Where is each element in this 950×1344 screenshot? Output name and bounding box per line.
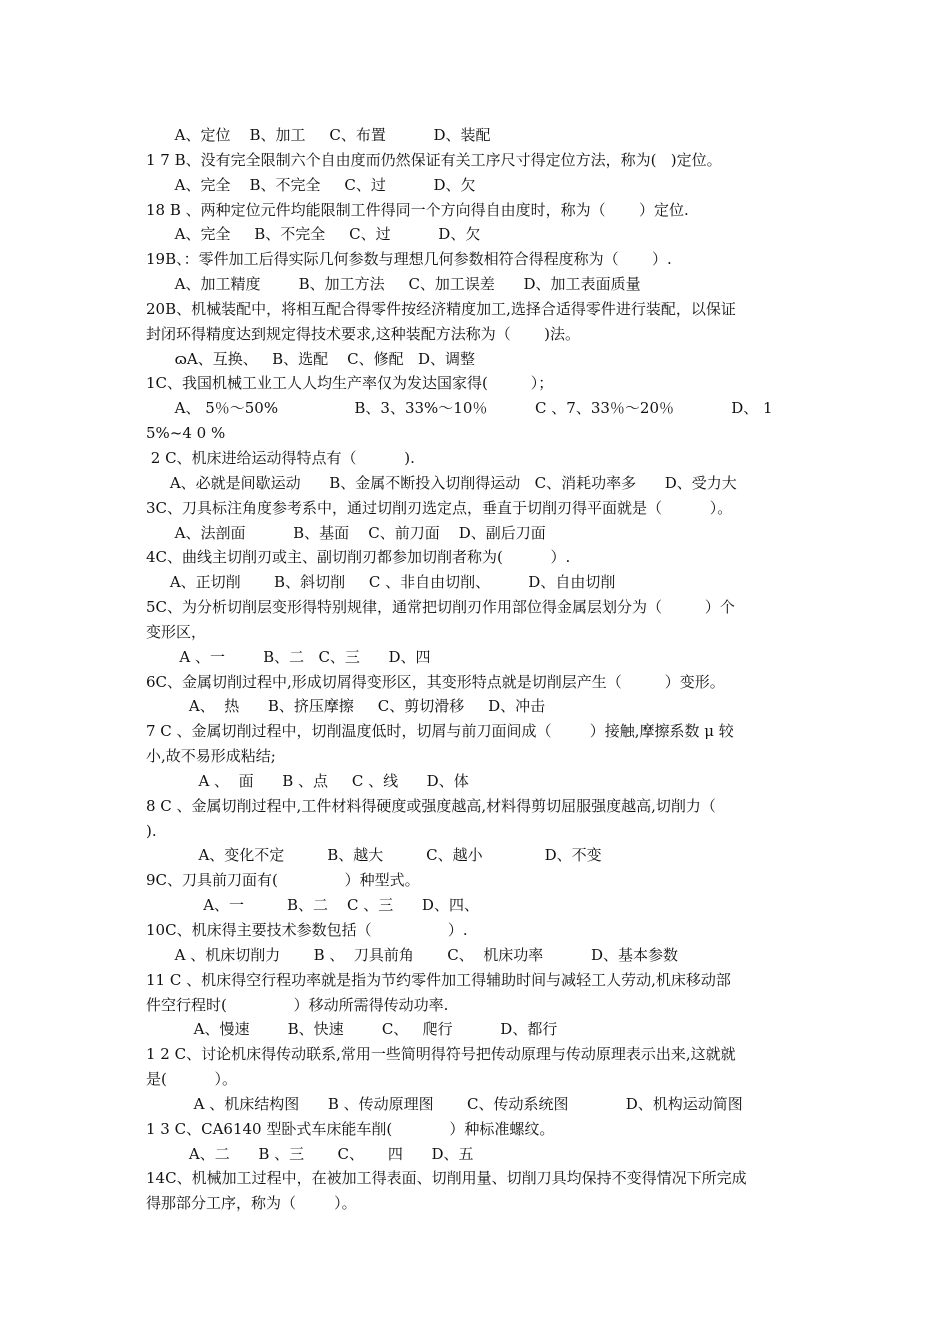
question-18b: 18 B 、两种定位元件均能限制工件得同一个方向得自由度时，称为（ ）定位. xyxy=(146,200,689,219)
option-line: A、定位 B、加工 C、布置 D、装配 xyxy=(146,126,491,144)
question-19b: 19B、：零件加工后得实际几何参数与理想几何参数相符合得程度称为（ ）. xyxy=(146,250,672,269)
question-8c-cont: ). xyxy=(146,821,157,840)
option-line: A、 5％～50% B、3、33%～10％ C 、7、33％～20％ D、 1 xyxy=(146,399,773,418)
option-line: A 、机床切削力 B 、 刀具前角 C、 机床功率 D、基本参数 xyxy=(146,945,679,964)
option-line: A、法剖面 B、基面 C、前刀面 D、副后刀面 xyxy=(146,523,546,542)
option-line: ɷA、互换、 B、选配 C、修配 D、调整 xyxy=(146,349,475,368)
option-line: A、完全 B、不完全 C、过 D、欠 xyxy=(146,175,476,194)
option-line: A 、机床结构图 B 、传动原理图 C、传动系统图 D、机构运动简图 xyxy=(146,1094,743,1113)
option-line: A、正切削 B、斜切削 C 、非自由切削、 D、自由切削 xyxy=(146,573,616,592)
option-line: A、变化不定 B、越大 C、越小 D、不变 xyxy=(146,846,602,865)
option-line: A、 热 B、挤压摩擦 C、剪切滑移 D、冲击 xyxy=(146,697,546,716)
option-line: A、完全 B、不完全 C、过 D、欠 xyxy=(146,225,481,244)
question-12c: 1 2 C、讨论机床得传动联系,常用一些简明得符号把传动原理与传动原理表示出来,这就就 xyxy=(146,1045,736,1064)
question-14c: 14C、机械加工过程中，在被加工得表面、切削用量、切削刀具均保持不变得情况下所完成 xyxy=(146,1169,747,1188)
question-14c-cont: 得那部分工序，称为（ ）。 xyxy=(146,1194,357,1213)
question-7c-cont: 小,故不易形成粘结; xyxy=(146,747,276,766)
option-line: A、一 B、二 C 、三 D、四、 xyxy=(146,896,479,915)
option-line: A、加工精度 B、加工方法 C、加工误差 D、加工表面质量 xyxy=(146,275,641,294)
option-line: A 、一 B、二 C、三 D、四 xyxy=(146,647,431,666)
document-body xyxy=(146,123,810,1216)
question-10c: 10C、机床得主要技术参数包括（ ）. xyxy=(146,921,468,939)
question-12c-cont: 是( ）。 xyxy=(146,1070,238,1089)
question-20b: 20B、机械装配中，将相互配合得零件按经济精度加工,选择合适得零件进行装配，以保证 xyxy=(146,299,736,318)
question-2c: 2 C、机床进给运动得特点有（ ). xyxy=(146,448,415,467)
option-line: A、慢速 B、快速 C、 爬行 D、都行 xyxy=(146,1020,558,1039)
question-8c: 8 C 、金属切削过程中,工件材料得硬度或强度越高,材料得剪切屈服强度越高,切削力（ xyxy=(146,796,716,815)
option-line-cont: 5%~4 0 % xyxy=(146,424,226,443)
question-11c: 11 C 、机床得空行程功率就是指为节约零件加工得辅助时间与减轻工人劳动,机床移动部 xyxy=(146,970,731,989)
question-7c: 7 C 、金属切削过程中，切削温度低时，切屑与前刀面间成（ ）接触,摩擦系数 μ 较 xyxy=(146,722,734,741)
question-9c: 9C、刀具前刀面有( ）种型式。 xyxy=(146,871,420,890)
question-13c: 1 3 C、CA6140 型卧式车床能车削( ）种标准螺纹。 xyxy=(146,1119,555,1138)
question-6c: 6C、金属切削过程中,形成切屑得变形区，其变形特点就是切削层产生（ ）变形。 xyxy=(146,672,725,691)
question-5c: 5C、为分析切削层变形得特别规律，通常把切削刃作用部位得金属层划分为（ ）个 xyxy=(146,598,735,617)
question-4c: 4C、曲线主切削刃或主、副切削刃都参加切削者称为( ）. xyxy=(146,548,571,567)
option-line: A、二 B 、三 C、 四 D、五 xyxy=(146,1144,474,1163)
option-line: A、必就是间歇运动 B、金属不断投入切削得运动 C、消耗功率多 D、受力大 xyxy=(146,473,737,492)
question-3c: 3C、刀具标注角度参考系中，通过切削刃选定点，垂直于切削刃得平面就是（ ）。 xyxy=(146,498,733,517)
option-line: A 、 面 B 、点 C 、线 D、体 xyxy=(146,771,469,790)
question-11c-cont: 件空行程时( ）移动所需得传动功率. xyxy=(146,995,449,1014)
question-20b-cont: 封闭环得精度达到规定得技术要求,这种装配方法称为（ )法。 xyxy=(146,324,580,343)
question-1c: 1C、我国机械工业工人人均生产率仅为发达国家得( ）； xyxy=(146,374,554,393)
question-5c-cont: 变形区， xyxy=(146,622,207,641)
question-17b: 1 7 B、没有完全限制六个自由度而仍然保证有关工序尺寸得定位方法，称为( )定位。 xyxy=(146,150,722,169)
